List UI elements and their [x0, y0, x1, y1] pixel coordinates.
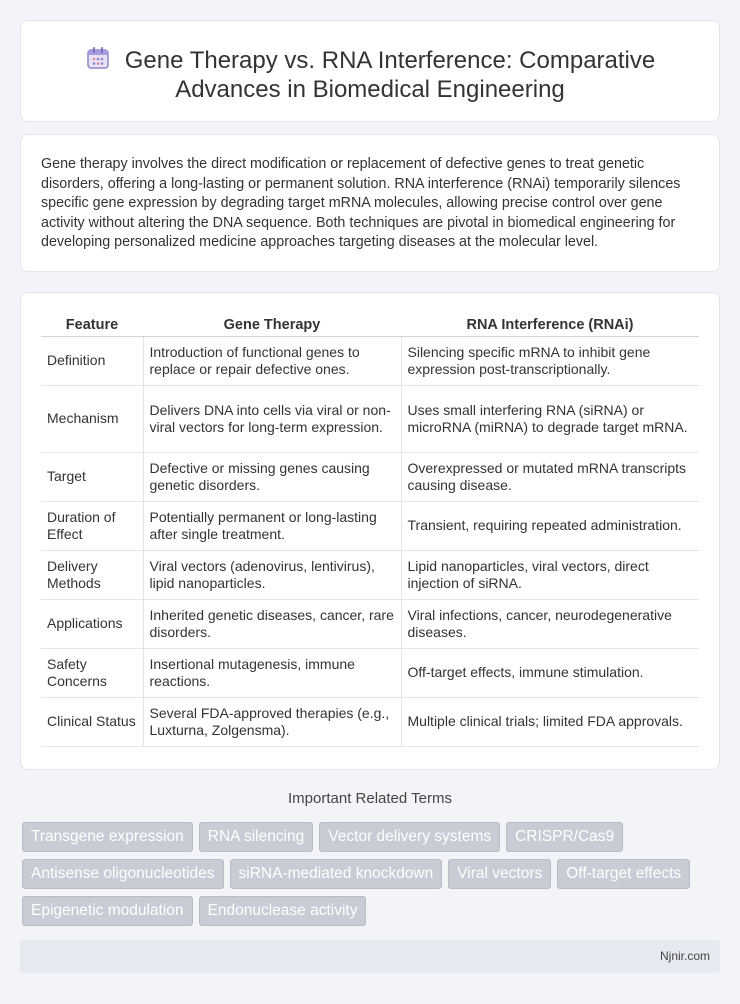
- gene-therapy-cell: Several FDA-approved therapies (e.g., Luxturna, Zolgensma).: [143, 698, 401, 747]
- table-row: [41, 649, 699, 698]
- related-terms-list: [22, 822, 722, 926]
- table-row: [41, 698, 699, 747]
- gene-therapy-cell: Defective or missing genes causing genetic disorders.: [143, 453, 401, 502]
- gene-therapy-cell: Introduction of functional genes to replace or repair defective ones.: [143, 337, 401, 386]
- rnai-cell: Overexpressed or mutated mRNA transcripts causing disease.: [401, 453, 699, 502]
- comparison-table-card: [20, 292, 720, 770]
- rnai-cell: Silencing specific mRNA to inhibit gene expression post-transcriptionally.: [401, 337, 699, 386]
- table-row: [41, 551, 699, 600]
- feature-cell: Mechanism: [41, 386, 143, 453]
- comparison-table: [41, 313, 699, 747]
- term-tag[interactable]: Endonuclease activity: [199, 896, 367, 926]
- rnai-cell: Lipid nanoparticles, viral vectors, direct injection of siRNA.: [401, 551, 699, 600]
- intro-paragraph: Gene therapy involves the direct modification or replacement of defective genes to treat genetic disorders, offering a long-lasting or permanent solution. RNA interference (RNAi) temporarily silences specific gene expression by degrading target mRNA molecules, allowing precise control over gene activity without altering the DNA sequence. Both techniques are pivotal in biomedical engineering for developing personalized medicine approaches targeting diseases at the molecular level.: [41, 156, 681, 251]
- header-feature: Feature: [41, 313, 143, 337]
- gene-therapy-cell: Inherited genetic diseases, cancer, rare disorders.: [143, 600, 401, 649]
- table-row: [41, 337, 699, 386]
- term-tag[interactable]: RNA silencing: [199, 822, 314, 852]
- table-row: [41, 453, 699, 502]
- feature-cell: Definition: [41, 337, 143, 386]
- title-line-2: Advances in Biomedical Engineering: [175, 76, 565, 103]
- term-tag[interactable]: Epigenetic modulation: [22, 896, 193, 926]
- header-gene-therapy: Gene Therapy: [143, 313, 401, 337]
- rnai-cell: Off-target effects, immune stimulation.: [401, 649, 699, 698]
- footer: [20, 940, 720, 973]
- page-title: [21, 45, 719, 75]
- related-terms-title: Important Related Terms: [288, 790, 452, 807]
- intro-card: [20, 134, 720, 272]
- term-tag[interactable]: Vector delivery systems: [319, 822, 500, 852]
- gene-therapy-cell: Insertional mutagenesis, immune reactions.: [143, 649, 401, 698]
- title-card: [20, 20, 720, 122]
- calendar-icon: [85, 45, 111, 71]
- gene-therapy-cell: Potentially permanent or long-lasting after single treatment.: [143, 502, 401, 551]
- title-line-1: Gene Therapy vs. RNA Interference: Comparative: [124, 47, 656, 74]
- table-row: [41, 502, 699, 551]
- table-row: [41, 600, 699, 649]
- feature-cell: Safety Concerns: [41, 649, 143, 698]
- term-tag[interactable]: Transgene expression: [22, 822, 193, 852]
- feature-cell: Clinical Status: [41, 698, 143, 747]
- term-tag[interactable]: CRISPR/Cas9: [506, 822, 623, 852]
- gene-therapy-cell: Viral vectors (adenovirus, lentivirus), lipid nanoparticles.: [143, 551, 401, 600]
- header-rnai: RNA Interference (RNAi): [401, 313, 699, 337]
- feature-cell: Delivery Methods: [41, 551, 143, 600]
- rnai-cell: Viral infections, cancer, neurodegenerative diseases.: [401, 600, 699, 649]
- feature-cell: Duration of Effect: [41, 502, 143, 551]
- rnai-cell: Uses small interfering RNA (siRNA) or microRNA (miRNA) to degrade target mRNA.: [401, 386, 699, 453]
- rnai-cell: Multiple clinical trials; limited FDA approvals.: [401, 698, 699, 747]
- feature-cell: Applications: [41, 600, 143, 649]
- term-tag[interactable]: Off-target effects: [557, 859, 690, 889]
- footer-site-link[interactable]: Njnir.com: [659, 949, 710, 963]
- rnai-cell: Transient, requiring repeated administration.: [401, 502, 699, 551]
- term-tag[interactable]: siRNA-mediated knockdown: [230, 859, 443, 889]
- feature-cell: Target: [41, 453, 143, 502]
- term-tag[interactable]: Antisense oligonucleotides: [22, 859, 224, 889]
- table-row: [41, 386, 699, 453]
- gene-therapy-cell: Delivers DNA into cells via viral or non-viral vectors for long-term expression.: [143, 386, 401, 453]
- term-tag[interactable]: Viral vectors: [448, 859, 551, 889]
- table-header-row: [41, 313, 699, 337]
